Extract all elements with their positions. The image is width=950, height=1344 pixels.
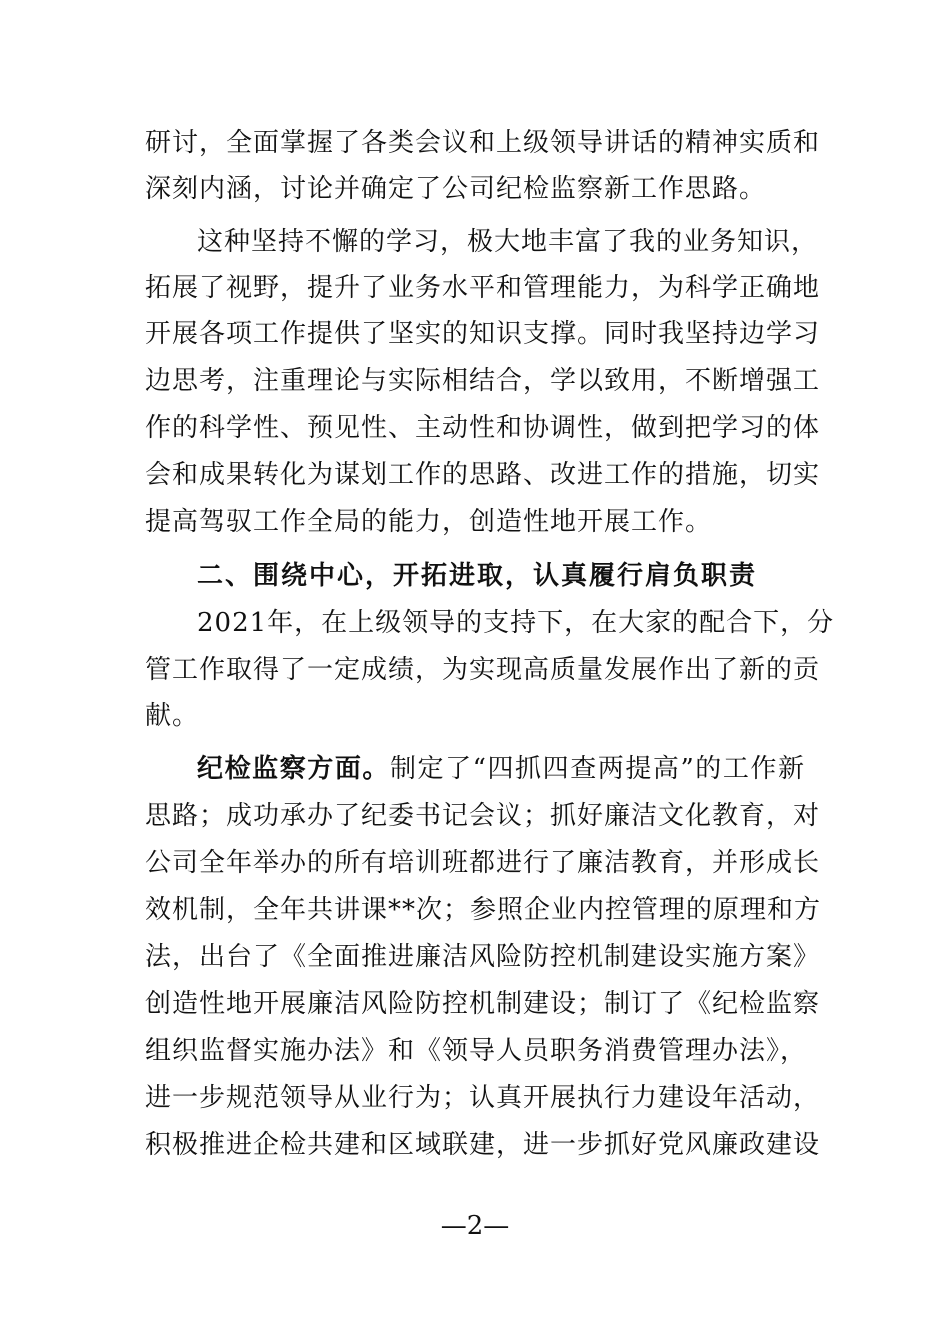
- paragraph-line: 边思考，注重理论与实际相结合，学以致用，不断增强工: [145, 366, 821, 396]
- paragraph-line: 研讨，全面掌握了各类会议和上级领导讲话的精神实质和: [145, 128, 821, 158]
- paragraph-line: 积极推进企检共建和区域联建，进一步抓好党风廉政建设: [145, 1130, 821, 1160]
- paragraph-line: 拓展了视野，提升了业务水平和管理能力，为科学正确地: [145, 273, 821, 303]
- section-heading: 二、围绕中心，开拓进取，认真履行肩负职责: [197, 561, 758, 591]
- paragraph-line: 组织监督实施办法》和《领导人员职务消费管理办法》，: [145, 1036, 808, 1066]
- paragraph-line: 管工作取得了一定成绩，为实现高质量发展作出了新的贡: [145, 655, 821, 685]
- paragraph-line: 提高驾驭工作全局的能力，创造性地开展工作。: [145, 507, 713, 537]
- page-number: —2—: [440, 1211, 510, 1241]
- paragraph-lead-rest: 制定了“四抓四查两提高”的工作新: [389, 754, 805, 784]
- paragraph-line: 开展各项工作提供了坚实的知识支撑。同时我坚持边学习: [145, 319, 821, 349]
- paragraph-line: 这种坚持不懈的学习，极大地丰富了我的业务知识，: [197, 227, 819, 257]
- paragraph-line: 创造性地开展廉洁风险防控机制建设；制订了《纪检监察: [145, 989, 821, 1019]
- paragraph-line: 会和成果转化为谋划工作的思路、改进工作的措施，切实: [145, 460, 821, 490]
- paragraph-line: 深刻内涵，讨论并确定了公司纪检监察新工作思路。: [145, 174, 767, 204]
- paragraph-lead-bold: 纪检监察方面。: [197, 754, 390, 784]
- paragraph-line: 献。: [145, 701, 200, 731]
- paragraph-line: 作的科学性、预见性、主动性和协调性，做到把学习的体: [145, 413, 821, 443]
- paragraph-line: 思路；成功承办了纪委书记会议；抓好廉洁文化教育，对: [145, 801, 821, 831]
- paragraph-line: 公司全年举办的所有培训班都进行了廉洁教育，并形成长: [145, 848, 821, 878]
- paragraph-line: 效机制，全年共讲课**次；参照企业内控管理的原理和方: [145, 895, 822, 925]
- paragraph-line: 进一步规范领导从业行为；认真开展执行力建设年活动，: [145, 1083, 821, 1113]
- paragraph-line-with-lead: [197, 746, 805, 792]
- paragraph-line: 2021年，在上级领导的支持下，在大家的配合下，分: [197, 608, 835, 638]
- paragraph-line: 法，出台了《全面推进廉洁风险防控机制建设实施方案》: [145, 942, 821, 972]
